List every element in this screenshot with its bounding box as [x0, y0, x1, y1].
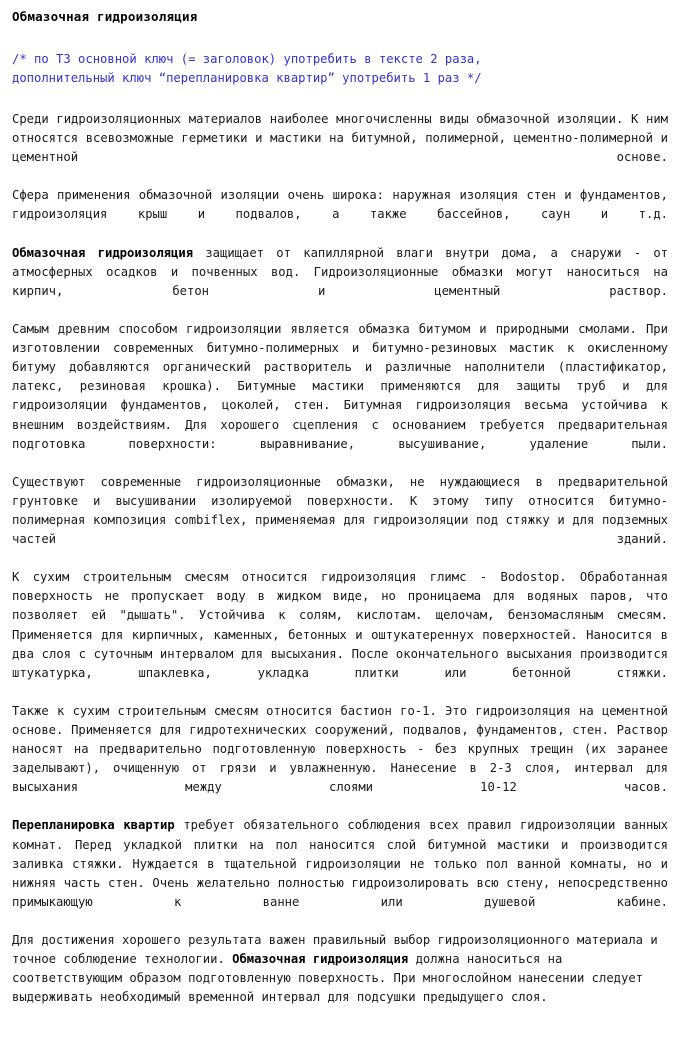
paragraph-text: требует обязательного соблюдения всех правил гидроизоляции ванных комнат. Перед укладкой плитки на пол наносится слой битумной мастики и производится заливка стяжки. Нуждается в тщательной гидроизоляции не только пол ванной комнаты, но и нижняя часть стен. Очень желательно полностью гидроизолировать всю стену, непосредственно примыкающую к ванне или душевой кабине. — [12, 818, 668, 909]
keyword-emphasis: Перепланировка квартир — [12, 818, 175, 833]
article-paragraph — [12, 110, 668, 186]
article-paragraph — [12, 244, 668, 320]
paragraph-text: К сухим строительным смесям относится гидроизоляция глимс - Bodostop. Обработанная поверхность не пропускает воду в жидком виде, но проницаема для водяных паров, что позволяет ей "дышать". Устойчива к солям, кислотам. щелочам, бензомасляным смесям. Применяется для кирпичных, каменных, бетонных и оштукатереннух поверхностей. Наносится в два слоя с суточным интервалом для высыхания. После окончательного высыхания производится штукатурка, шпаклевка, укладка плитки или бетонной стяжки. — [12, 570, 668, 680]
article-paragraph — [12, 568, 668, 702]
paragraph-text: Сфера применения обмазочной изоляции очень широка: наружная изоляция стен и фундаментов, гидроизоляция крыш и подвалов, а также бассейнов, саун и т.д. — [12, 188, 668, 222]
paragraph-text: Среди гидроизоляционных материалов наиболее многочисленны виды обмазочной изоляции. К ним относятся всевозможные герметики и мастики на битумной, полимерной, цементно-полимерной и цементной основе. — [12, 112, 668, 165]
keyword-emphasis: Обмазочная гидроизоляция — [12, 245, 194, 260]
article-body — [12, 110, 668, 1027]
article-paragraph — [12, 186, 668, 243]
comment-line-2: дополнительный ключ “перепланировка квартир” употребить 1 раз */ — [12, 71, 482, 85]
article-paragraph — [12, 473, 668, 568]
page-title: Обмазочная гидроизоляция — [12, 9, 198, 24]
paragraph-text: Также к сухим строительным смесям относится бастион го-1. Это гидроизоляция на цементной основе. Применяется для гидротехнических сооружений, подвалов, фундаментов, стен. Раствор наносят на предварительно подготовленную поверхность - без крупных трещин (их заранее заделывают), очищенную от грязи и увлажненную. Нанесение в 2-3 слоя, интервал для высыхания между слоями 10-12 часов. — [12, 703, 668, 795]
article-paragraph — [12, 702, 668, 817]
paragraph-text: должна наноситься на соответствующим образом подготовленную поверхность. При многослойном нанесении следует выдерживать необходимый временной интервал для подсушки предыдущего слоя. — [12, 952, 644, 1005]
comment-line-1: /* по ТЗ основной ключ (= заголовок) употребить в тексте 2 раза, — [12, 52, 482, 66]
paragraph-text: Самым древним способом гидроизоляции является обмазка битумом и природными смолами. При изготовлении современных битумно-полимерных и битумно-резиновых мастик к окисленному битуму добавляются органический растворитель и различные наполнители (пластификатор, латекс, резиновая крошка). Битумные мастики применяются для защиты труб и для гидроизоляции фундаментов, цоколей, стен. Битумная гидроизоляция весьма устойчива к внешним воздействиям. Для хорошего сцепления с основанием требуется предварительная подготовка поверхности: выравнивание, высушивание, удаление пыли. — [12, 322, 668, 451]
paragraph-text: Существуют современные гидроизоляционные обмазки, не нуждающиеся в предварительной грунтовке и высушивании изолируемой поверхности. К этому типу относится битумно-полимерная композиция combiflex, применяемая для гидроизоляции под стяжку и для подземных частей зданий. — [12, 474, 668, 547]
article-paragraph — [12, 931, 668, 1026]
paragraph-text: Для достижения хорошего результата важен правильный выбор гидроизоляционного материала и точное соблюдение технологии. — [12, 933, 658, 967]
keyword-emphasis: Обмазочная гидроизоляция — [232, 952, 409, 967]
paragraph-text: защищает от капиллярной влаги внутри дома, а снаружи - от атмосферных осадков и почвенных вод. Гидроизоляционные обмазки могут наноситься на кирпич, бетон и цементный раствор. — [12, 245, 668, 298]
seo-task-comment — [12, 50, 668, 88]
article-paragraph — [12, 320, 668, 473]
